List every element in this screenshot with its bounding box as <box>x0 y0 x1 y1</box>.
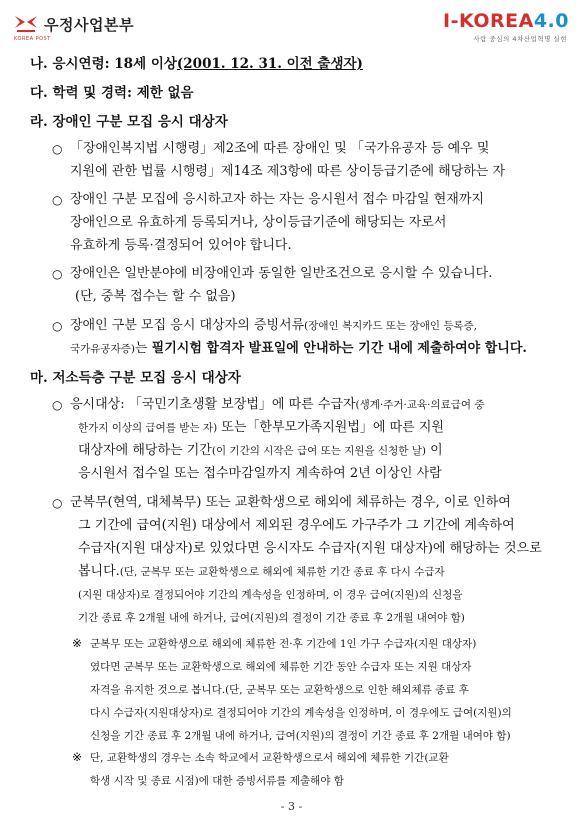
note-mark: ※ <box>72 750 83 764</box>
circle-bullet: ○ <box>52 267 63 281</box>
ra-item1-line2: 지원에 관한 법률 시행령」제14조 제3항에 따른 상이등급기준에 해당하는 자 <box>70 164 506 179</box>
ra-item4-line2 <box>70 341 527 357</box>
ra-item4-particle: 는 <box>134 341 152 356</box>
ma-item2-line3: 수급자(지원 대상자)로 있었다면 응시자도 수급자(지원 대상자)에 해당하는 것으로 <box>78 541 542 556</box>
ikorea-logo <box>429 10 569 46</box>
page-header <box>0 0 583 50</box>
ra-item4-note2: 국가유공자증) <box>70 343 135 355</box>
ma-item1-text3b: 이 <box>430 443 443 458</box>
circle-bullet: ○ <box>52 496 63 510</box>
section-ra-title: 라. 장애인 구분 모집 응시 대상자 <box>30 114 228 130</box>
page-number: - 3 - <box>280 800 303 813</box>
koreapost-logo <box>14 12 174 46</box>
ma-item1-text3: 대상자에 해당하는 기간 <box>78 443 212 458</box>
brand-name: I-KOREA <box>443 10 534 32</box>
ma-item2-line2: 그 기간에 급여(지원) 대상에서 제외된 경우에도 가구주가 그 기간에 계속하여 <box>78 518 515 533</box>
ma-item2-line1: 군복무(현역, 대체복무) 또는 교환학생으로 해외에 체류하는 경우, 이로 인하여 <box>70 495 511 510</box>
ma-item1-note2: 한가지 이상의 급여를 받는 자) <box>78 422 218 434</box>
ra-item2-line3: 유효하게 등록·결정되어 있어야 합니다. <box>70 238 292 253</box>
koreapost-bird-icon <box>14 12 38 34</box>
ma-item1-line2 <box>78 420 444 436</box>
note-mark: ※ <box>72 636 83 650</box>
section-da: 다. 학력 및 경력: 제한 없음 <box>30 85 194 101</box>
ma-note1-line4: 다시 수급자(지원대상자)로 결정되어야 기간의 계속성을 인정하며, 이 경우에도 급여(지원)의 <box>90 707 512 719</box>
ma-item2-text4: 봅니다. <box>78 564 120 579</box>
ra-item4-note: (장애인 복지카드 또는 장애인 등록증, <box>304 320 478 332</box>
ma-item1-note3: (이 기간의 시작은 급여 또는 지원을 신청한 날) <box>211 445 426 457</box>
ma-item1-note: (생계·주거·교육·의료급여 중 <box>355 399 485 411</box>
brand-title <box>443 10 569 32</box>
ma-item1-line3 <box>78 443 443 459</box>
ra-item4-line1 <box>70 318 477 334</box>
ra-item1-line1: 「장애인복지법 시행령」제2조에 따른 장애인 및 「국가유공자 등 예우 및 <box>70 141 490 156</box>
circle-bullet: ○ <box>52 193 63 207</box>
ma-note1-line3: 자격을 유지한 것으로 봅니다.(단, 군복무 또는 교환학생으로 인한 해외체류 종료 후 <box>90 684 469 696</box>
ma-note2-line2: 학생 시작 및 종료 시점)에 대한 증빙서류를 제출해야 함 <box>90 775 344 787</box>
brand-version: 4.0 <box>533 10 569 32</box>
ma-note1-line1: 군복무 또는 교환학생으로 해외에 체류한 전·후 기간에 1인 가구 수급자(지원 대상자) <box>90 638 477 650</box>
ma-note1-line5: 신청을 기간 종료 후 2개월 내에 하거나, 급여(지원)의 결정이 기간 종료 후 2개월 내여야 함) <box>90 730 511 742</box>
ma-item1-text: 응시대상: 「국민기초생활 보장법」에 따른 수급자 <box>70 397 356 412</box>
circle-bullet: ○ <box>52 398 63 412</box>
ra-item2-line1: 장애인 구분 모집에 응시하고자 하는 자는 응시원서 접수 마감일 현재까지 <box>70 192 484 207</box>
ma-item2-line5: (지원 대상자)로 결정되어야 기간의 계속성을 인정하며, 이 경우 급여(지원)의 신청을 <box>78 589 463 601</box>
org-name: 우정사업본부 <box>44 16 134 34</box>
ma-item1-text2: 또는「한부모가족지원법」에 따른 지원 <box>217 420 444 435</box>
org-sub: KOREA POST <box>14 36 51 42</box>
ma-item1-line1 <box>70 397 485 413</box>
circle-bullet: ○ <box>52 319 63 333</box>
ma-item2-line6: 기간 종료 후 2개월 내에 하거나, 급여(지원)의 결정이 기간 종료 후 2개월 내여야 함) <box>78 612 465 624</box>
ra-item3-line1: 장애인은 일반분야에 비장애인과 동일한 일반조건으로 응시할 수 있습니다. <box>70 266 493 281</box>
ma-item2-line4 <box>78 564 445 580</box>
ra-item4-emphasis: 필기시험 합격자 발표일에 안내하는 기간 내에 제출하여야 합니다. <box>151 341 527 356</box>
ma-note2-line1: 단, 교환학생의 경우는 소속 학교에서 교환학생으로서 해외에 체류한 기간(교환 <box>90 752 449 764</box>
ra-item4-text: 장애인 구분 모집 응시 대상자의 증빙서류 <box>70 318 305 333</box>
ma-item1-line4: 응시원서 접수일 또는 접수마감일까지 계속하여 2년 이상인 사람 <box>78 466 442 481</box>
age-label: 나. 응시연령: 18세 이상 <box>30 56 177 72</box>
section-ma-title: 마. 저소득층 구분 모집 응시 대상자 <box>30 370 241 386</box>
circle-bullet: ○ <box>52 142 63 156</box>
section-na <box>30 56 363 72</box>
ma-item2-note4: (단, 군복무 또는 교환학생으로 해외에 체류한 기간 종료 후 다시 수급자 <box>119 566 445 578</box>
age-birth-range: (2001. 12. 31. 이전 출생자) <box>176 56 363 72</box>
ra-item2-line2: 장애인으로 유효하게 등록되거나, 상이등급기준에 해당되는 자로서 <box>70 215 447 230</box>
ra-item3-line2: (단, 중복 접수는 할 수 없음) <box>75 289 236 304</box>
ma-note1-line2: 였다면 군복무 또는 교환학생으로 해외에 체류한 기간 동안 수급자 또는 지원 대상자 <box>90 661 472 673</box>
brand-slogan: 사람 중심의 4차산업혁명 실현 <box>473 35 567 43</box>
